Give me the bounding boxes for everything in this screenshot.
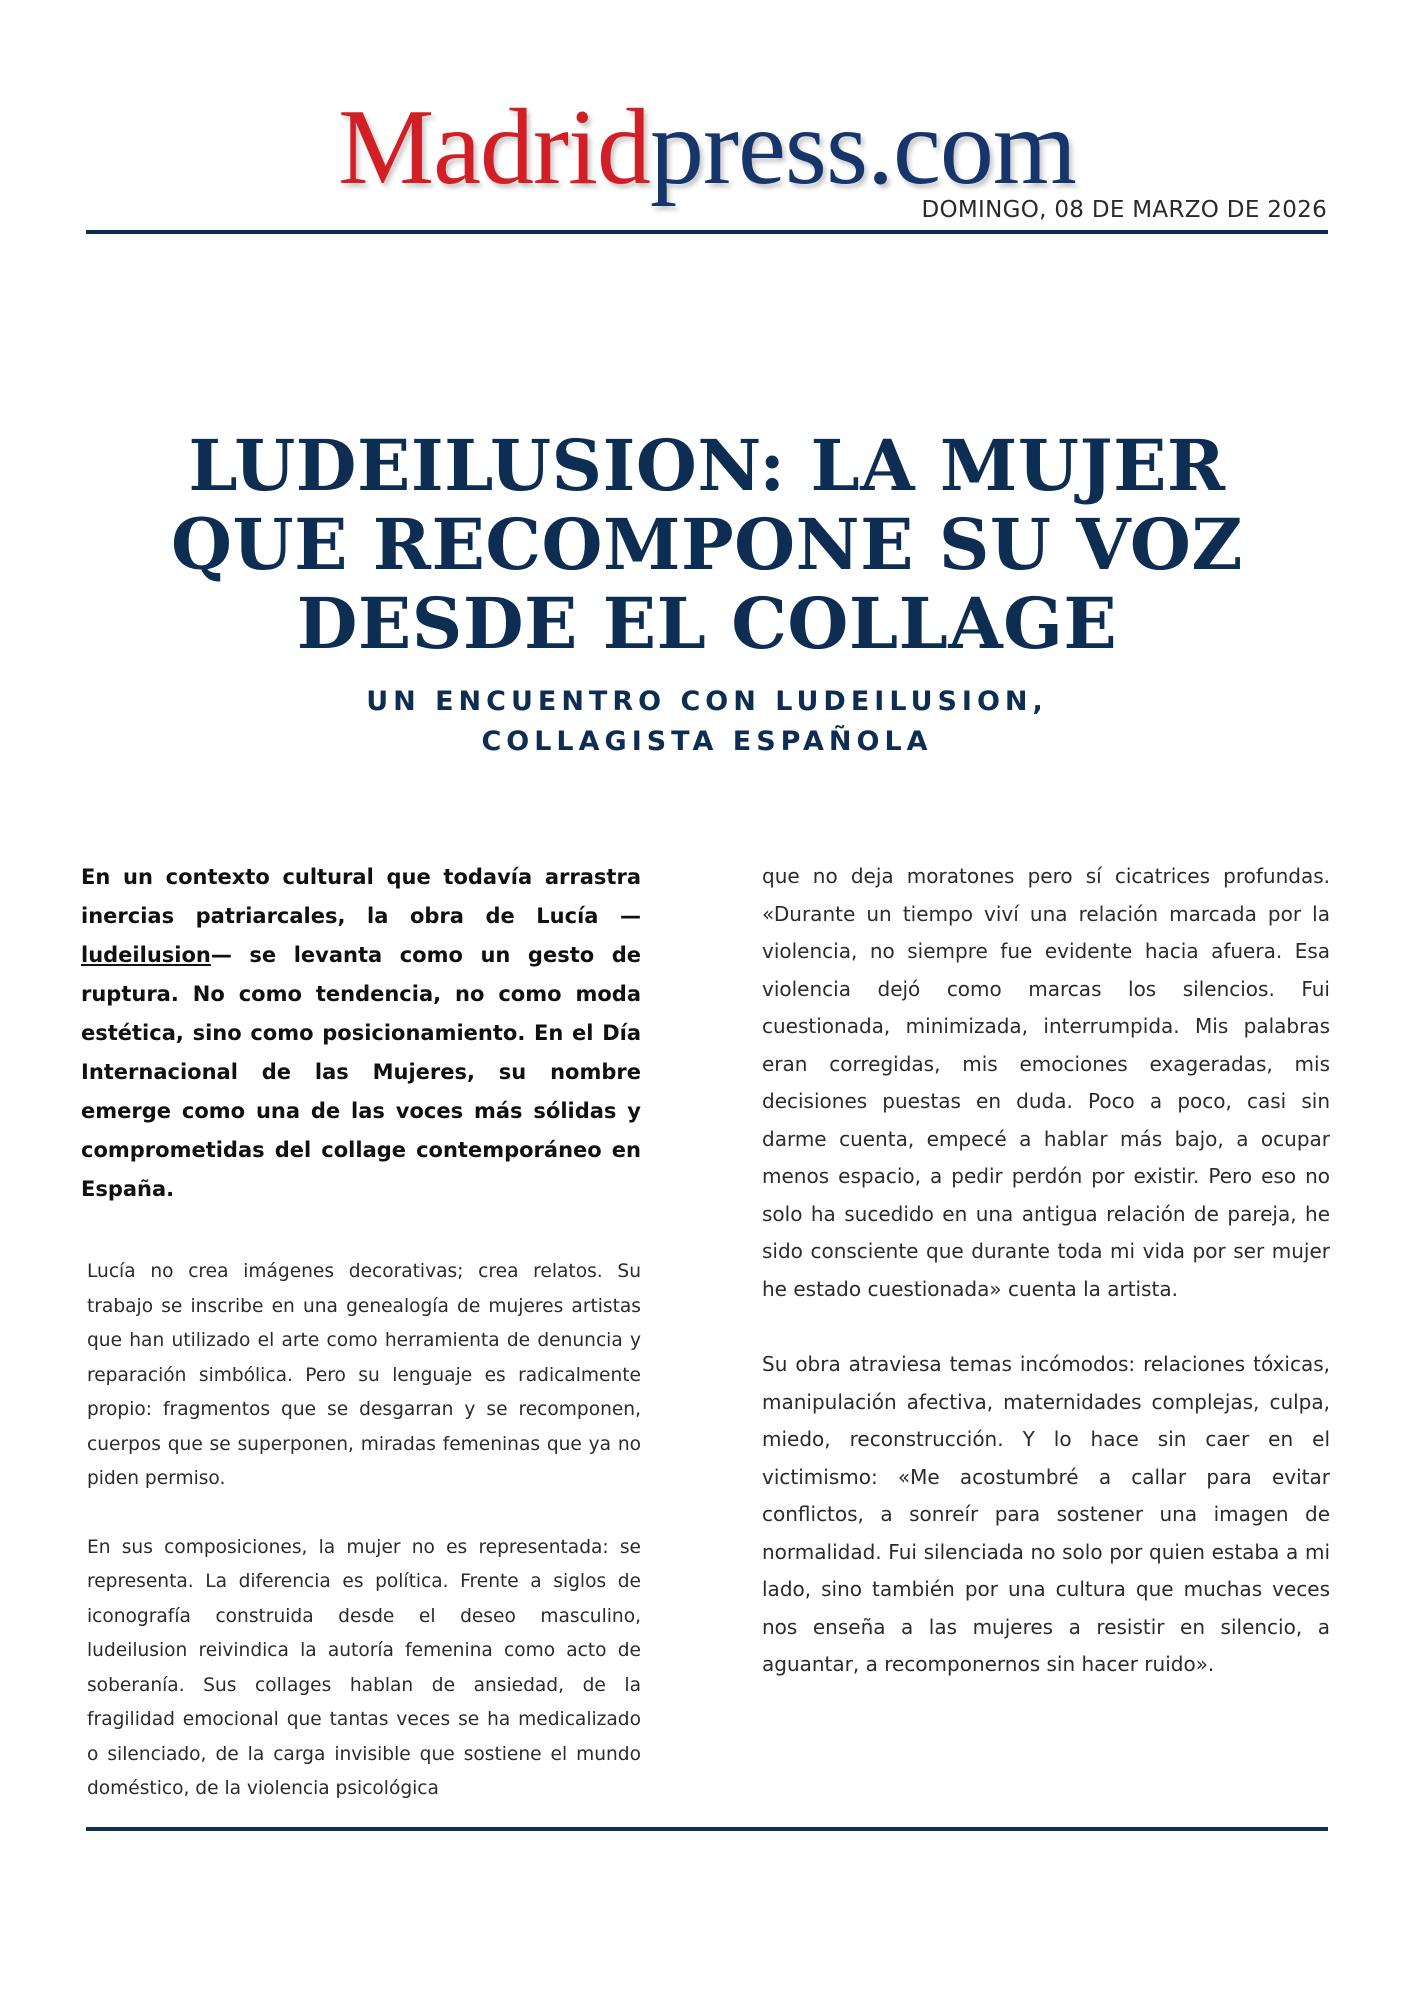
headline-line: DESDE EL COLLAGE — [296, 582, 1118, 665]
lead-text-start: En un contexto cultural que todavía arrastra inercias patriarcales, la obra de Lucía — — [81, 865, 641, 928]
logo-word-press: press.com — [650, 88, 1076, 207]
logo-word-madrid: Madrid — [338, 88, 651, 207]
lead-paragraph — [81, 858, 641, 1209]
body-paragraph: Lucía no crea imágenes decorativas; crea relatos. Su trabajo se inscribe en una genealogía de mujeres artistas que han utilizado el arte como herramienta de denuncia y reparación simbólica. Pero su lenguaje es radicalmente propio: fragmentos que se desgarran y se recomponen, cuerpos que se superponen, miradas femeninas que ya no piden permiso. — [87, 1261, 641, 1489]
body-paragraph: que no deja moratones pero sí cicatrices profundas. «Durante un tiempo viví una relación marcada por la violencia, no siempre fue evidente hacia afuera. Esa violencia dejó como marcas los silencios. Fui cuestionada, minimizada, interrumpida. Mis palabras eran corregidas, mis emociones exageradas, mis decisiones puestas en duda. Poco a poco, casi sin darme cuenta, empecé a hablar más bajo, a ocupar menos espacio, a pedir perdón por existir. Pero eso no solo ha sucedido en una antigua relación de pareja, he sido consciente que durante toda mi vida por ser mujer he estado cuestionada» cuenta la artista. — [762, 864, 1330, 1301]
subhead-line: UN ENCUENTRO CON LUDEILUSION, — [366, 686, 1048, 717]
article-column-right — [762, 858, 1330, 1722]
headline-line: QUE RECOMPONE SU VOZ — [171, 503, 1243, 586]
footer-divider — [86, 1827, 1328, 1831]
article-headline — [100, 426, 1314, 663]
body-paragraph: En sus composiciones, la mujer no es representada: se representa. La diferencia es política. Frente a siglos de iconografía construida desde el deseo masculino, ludeilusion reivindica la autoría femenina como acto de soberanía. Sus collages hablan de ansiedad, de la fragilidad emocional que tantas veces se ha medicalizado o silenciado, de la carga invisible que sostiene el mundo doméstico, de la violencia psicológica — [87, 1536, 641, 1799]
article-column-left — [81, 858, 641, 1841]
subhead-line: COLLAGISTA ESPAÑOLA — [481, 726, 933, 757]
headline-line: LUDEILUSION: LA MUJER — [188, 424, 1226, 507]
header-divider — [86, 230, 1328, 234]
body-paragraph: Su obra atraviesa temas incómodos: relaciones tóxicas, manipulación afectiva, maternidades complejas, culpa, miedo, reconstrucción. Y lo hace sin caer en el victimismo: «Me acostumbré a callar para evitar conflictos, a sonreír para sostener una imagen de normalidad. Fui silenciada no solo por quien estaba a mi lado, sino también por una cultura que muchas veces nos enseña a las mujeres a resistir en silencio, a aguantar, a recomponernos sin hacer ruido». — [762, 1352, 1330, 1676]
article-subheadline — [150, 682, 1264, 762]
issue-date: DOMINGO, 08 DE MARZO DE 2026 — [921, 197, 1327, 223]
artist-profile-link[interactable]: ludeilusion — [81, 943, 211, 967]
masthead-logo — [0, 88, 1414, 208]
lead-text-end: — se levanta como un gesto de ruptura. No como tendencia, no como moda estética, sino como posicionamiento. En el Día Internacional de las Mujeres, su nombre emerge como una de las voces más sólidas y comprometidas del collage contemporáneo en España. — [81, 943, 641, 1201]
